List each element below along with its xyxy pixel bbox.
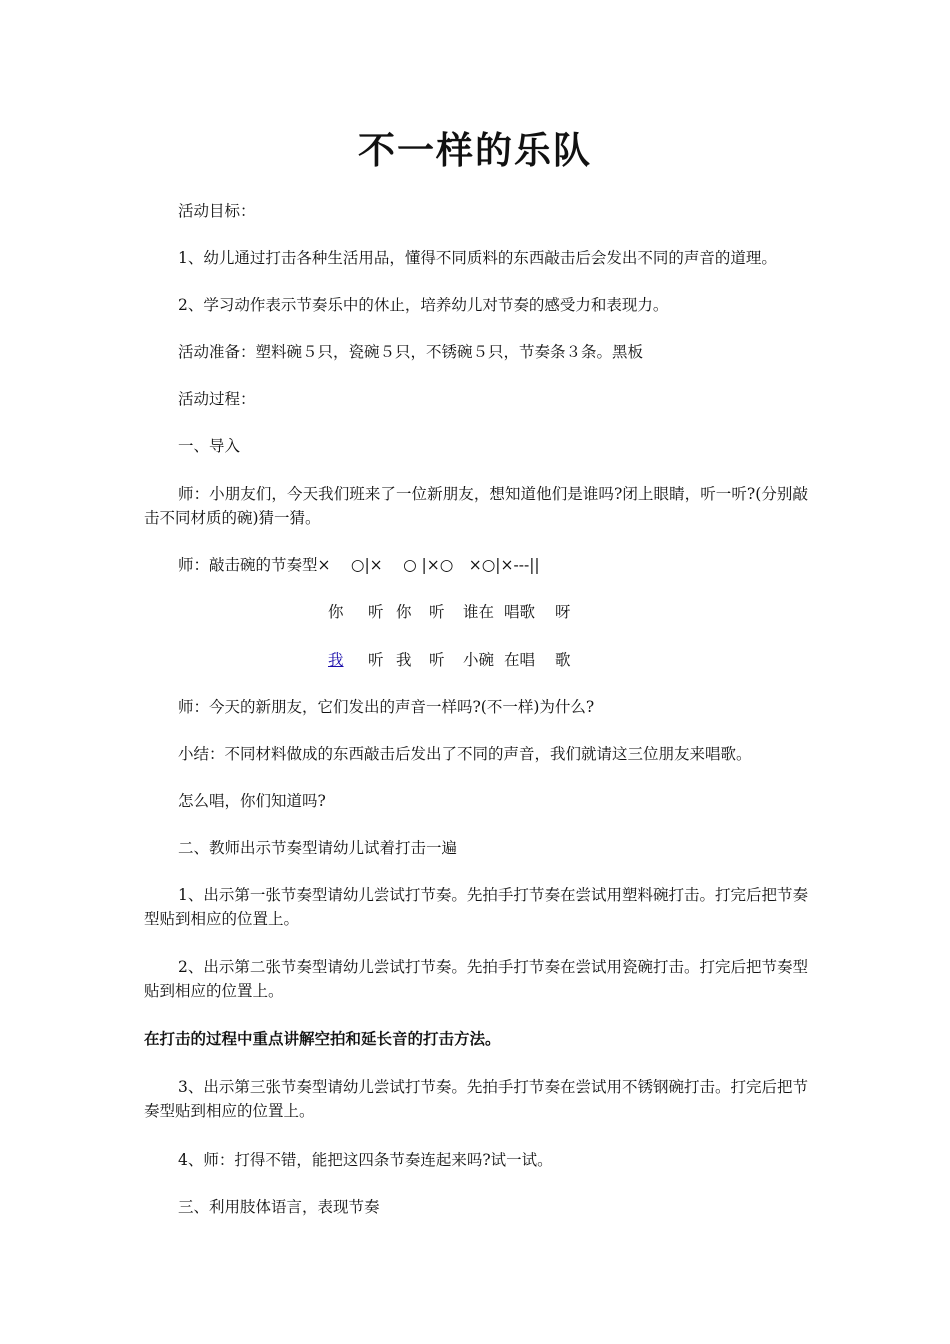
lyric-token: 你 bbox=[328, 603, 344, 621]
paragraph-step-3: 3、出示第三张节奏型请幼儿尝试打节奏。先拍手打节奏在尝试用不锈钢碗打击。打完后把节奏型贴到相应的位置上。 bbox=[144, 1078, 808, 1120]
lyric-token: 谁在 bbox=[463, 603, 495, 621]
lyric-link[interactable]: 我 bbox=[328, 651, 344, 669]
paragraph-summary: 小结：不同材料做成的东西敲击后发出了不同的声音，我们就请这三位朋友来唱歌。 bbox=[178, 745, 752, 763]
lyric-token: 呀 bbox=[555, 603, 571, 621]
lyric-token: 听 bbox=[368, 603, 384, 621]
paragraph-step-1: 1、出示第一张节奏型请幼儿尝试打节奏。先拍手打节奏在尝试用塑料碗打击。打完后把节奏型贴到相应的位置上。 bbox=[144, 886, 808, 928]
lyric-token: 听 bbox=[368, 651, 384, 669]
paragraph-goal-2: 2、学习动作表示节奏乐中的休止，培养幼儿对节奏的感受力和表现力。 bbox=[178, 296, 669, 314]
page-title: 不一样的乐队 bbox=[358, 128, 592, 172]
lyric-token: 我 bbox=[396, 651, 412, 669]
heading-body-language: 三、利用肢体语言，表现节奏 bbox=[178, 1198, 380, 1216]
paragraph-step-4: 4、师：打得不错，能把这四条节奏连起来吗?试一试。 bbox=[178, 1151, 553, 1169]
lyric-token: 小碗 bbox=[463, 651, 495, 669]
heading-intro: 一、导入 bbox=[178, 437, 241, 455]
paragraph-teacher-question: 师：今天的新朋友，它们发出的声音一样吗?(不一样)为什么? bbox=[178, 698, 595, 716]
paragraph-key-point: 在打击的过程中重点讲解空拍和延长音的打击方法。 bbox=[144, 1029, 501, 1048]
lyric-token: 歌 bbox=[555, 651, 571, 669]
lyric-token: 听 bbox=[429, 603, 445, 621]
paragraph-step-2: 2、出示第二张节奏型请幼儿尝试打节奏。先拍手打节奏在尝试用瓷碗打击。打完后把节奏型贴到相应的位置上。 bbox=[144, 958, 808, 1000]
heading-teacher-shows-rhythm: 二、教师出示节奏型请幼儿试着打击一遍 bbox=[178, 839, 458, 857]
lyric-token: 你 bbox=[396, 603, 412, 621]
paragraph-goal-1: 1、幼儿通过打击各种生活用品，懂得不同质料的东西敲击后会发出不同的声音的道理。 bbox=[178, 249, 777, 267]
lyric-token: 听 bbox=[429, 651, 445, 669]
paragraph-activity-process: 活动过程： bbox=[178, 390, 256, 408]
paragraph-rhythm-pattern: 师：敲击碗的节奏型× ○|× ○ |×○ ×○|×---|| bbox=[178, 556, 540, 574]
lyric-token: 唱歌 bbox=[504, 603, 536, 621]
paragraph-teacher-intro: 师：小朋友们，今天我们班来了一位新朋友，想知道他们是谁吗?闭上眼睛，听一听?(分别敲击不同材质的碗)猜一猜。 bbox=[144, 485, 808, 527]
paragraph-activity-preparation: 活动准备：塑料碗５只，瓷碗５只，不锈碗５只，节奏条３条。黑板 bbox=[178, 343, 644, 361]
paragraph-how-to-sing: 怎么唱，你们知道吗? bbox=[178, 792, 326, 810]
lyric-token: 在唱 bbox=[504, 651, 536, 669]
paragraph-activity-goals: 活动目标： bbox=[178, 202, 256, 220]
